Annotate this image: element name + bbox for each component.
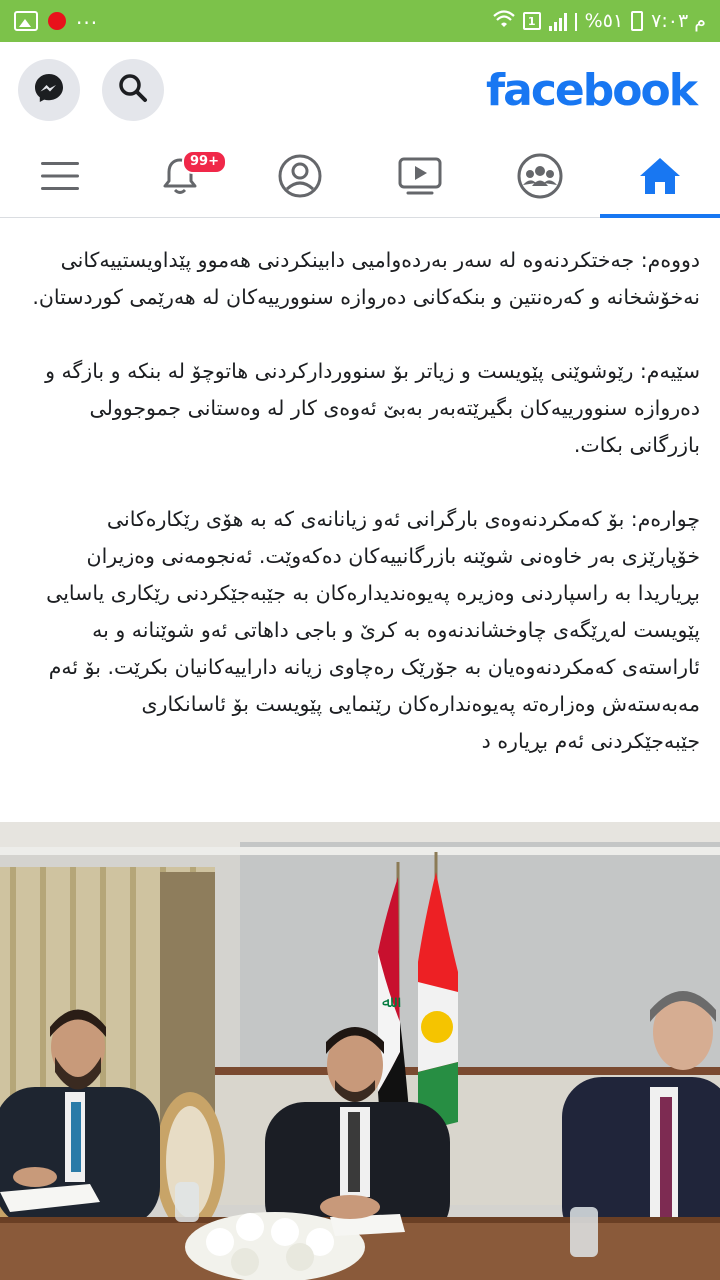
- main-nav: [0, 138, 720, 218]
- app-header: [0, 42, 720, 138]
- signal-icon: [549, 11, 567, 31]
- search-button[interactable]: [102, 59, 164, 121]
- tab-groups[interactable]: [480, 138, 600, 217]
- post-paragraph: دووەم: جەختکردنەوە لە سەر بەردەوامیی دابینکردنی هەموو پێداویستییەکانی نەخۆشخانە و کەرەنتین و بنکەکانی دەروازە سنوورییەکان لە هەرێمی کوردستان.: [32, 248, 700, 309]
- status-right: [493, 9, 706, 34]
- facebook-logo[interactable]: facebook: [486, 64, 696, 116]
- svg-text:ﷲ: ﷲ: [382, 992, 392, 1011]
- tab-profile[interactable]: [240, 138, 360, 217]
- post-text: [0, 220, 720, 820]
- home-icon: [638, 156, 682, 200]
- clock: م ٧:٠٣: [651, 10, 706, 32]
- gallery-icon: [14, 11, 38, 31]
- tab-menu[interactable]: [0, 138, 120, 217]
- tab-home[interactable]: [600, 138, 720, 217]
- hamburger-menu-icon: [40, 160, 80, 196]
- messenger-icon: [32, 71, 66, 109]
- battery-percent: %٥١: [584, 10, 624, 32]
- search-icon: [116, 71, 150, 109]
- messenger-button[interactable]: [18, 59, 80, 121]
- groups-icon: [517, 153, 563, 203]
- post-photo[interactable]: [0, 822, 720, 1280]
- tab-watch[interactable]: [360, 138, 480, 217]
- battery-icon: [631, 11, 643, 31]
- notification-badge: 99+: [182, 150, 227, 174]
- post-paragraph: چوارەم: بۆ کەمکردنەوەی بارگرانی ئەو زیانانەی کە بە هۆی رێکارەکانی خۆپارێزی بەر خاوەنی شوێنە بازرگانییەکان دەکەوێت. ئەنجومەنی وەزیران بڕیاریدا بە راسپاردنی وەزیرە پەیوەندیدارەکان بە جێبەجێکردنی رێکاری یاسایی پێویست لەڕێگەی چاوخشاندنەوە بە کرێ و باجی داهاتی ئەو شوێنانە و بە ئاراستەی کەمکردنەوەیان بە جۆرێک رەچاوی زیانە داراییەکانیان بکرێت. بۆ ئەم مەبەستەش وەزارەتە پەیوەندارەکان رێنمایی پێویست بۆ ئاسانکاری جێبەجێکردنی ئەم بڕیارە د: [46, 507, 700, 753]
- recording-icon: [48, 12, 66, 30]
- status-left: [14, 5, 99, 31]
- tab-notifications[interactable]: [120, 138, 240, 217]
- signal-icon-2: [575, 11, 577, 31]
- video-icon: [398, 156, 442, 200]
- header-actions: [18, 59, 164, 121]
- post-paragraph: سێیەم: رێوشوێنی پێویست و زیاتر بۆ سنووردارکردنی هاتوچۆ لە بنکە و بازگە و دەروازە سنوورییەکان بگیرێتەبەر بەبێ ئەوەی کار لە وەستانی جموجوولی بازرگانی بکات.: [45, 359, 700, 457]
- profile-icon: [277, 153, 323, 203]
- wifi-icon: [493, 9, 515, 34]
- status-bar: [0, 0, 720, 42]
- sim-icon: 1: [523, 12, 541, 30]
- more-notifications-icon: ...: [76, 5, 99, 29]
